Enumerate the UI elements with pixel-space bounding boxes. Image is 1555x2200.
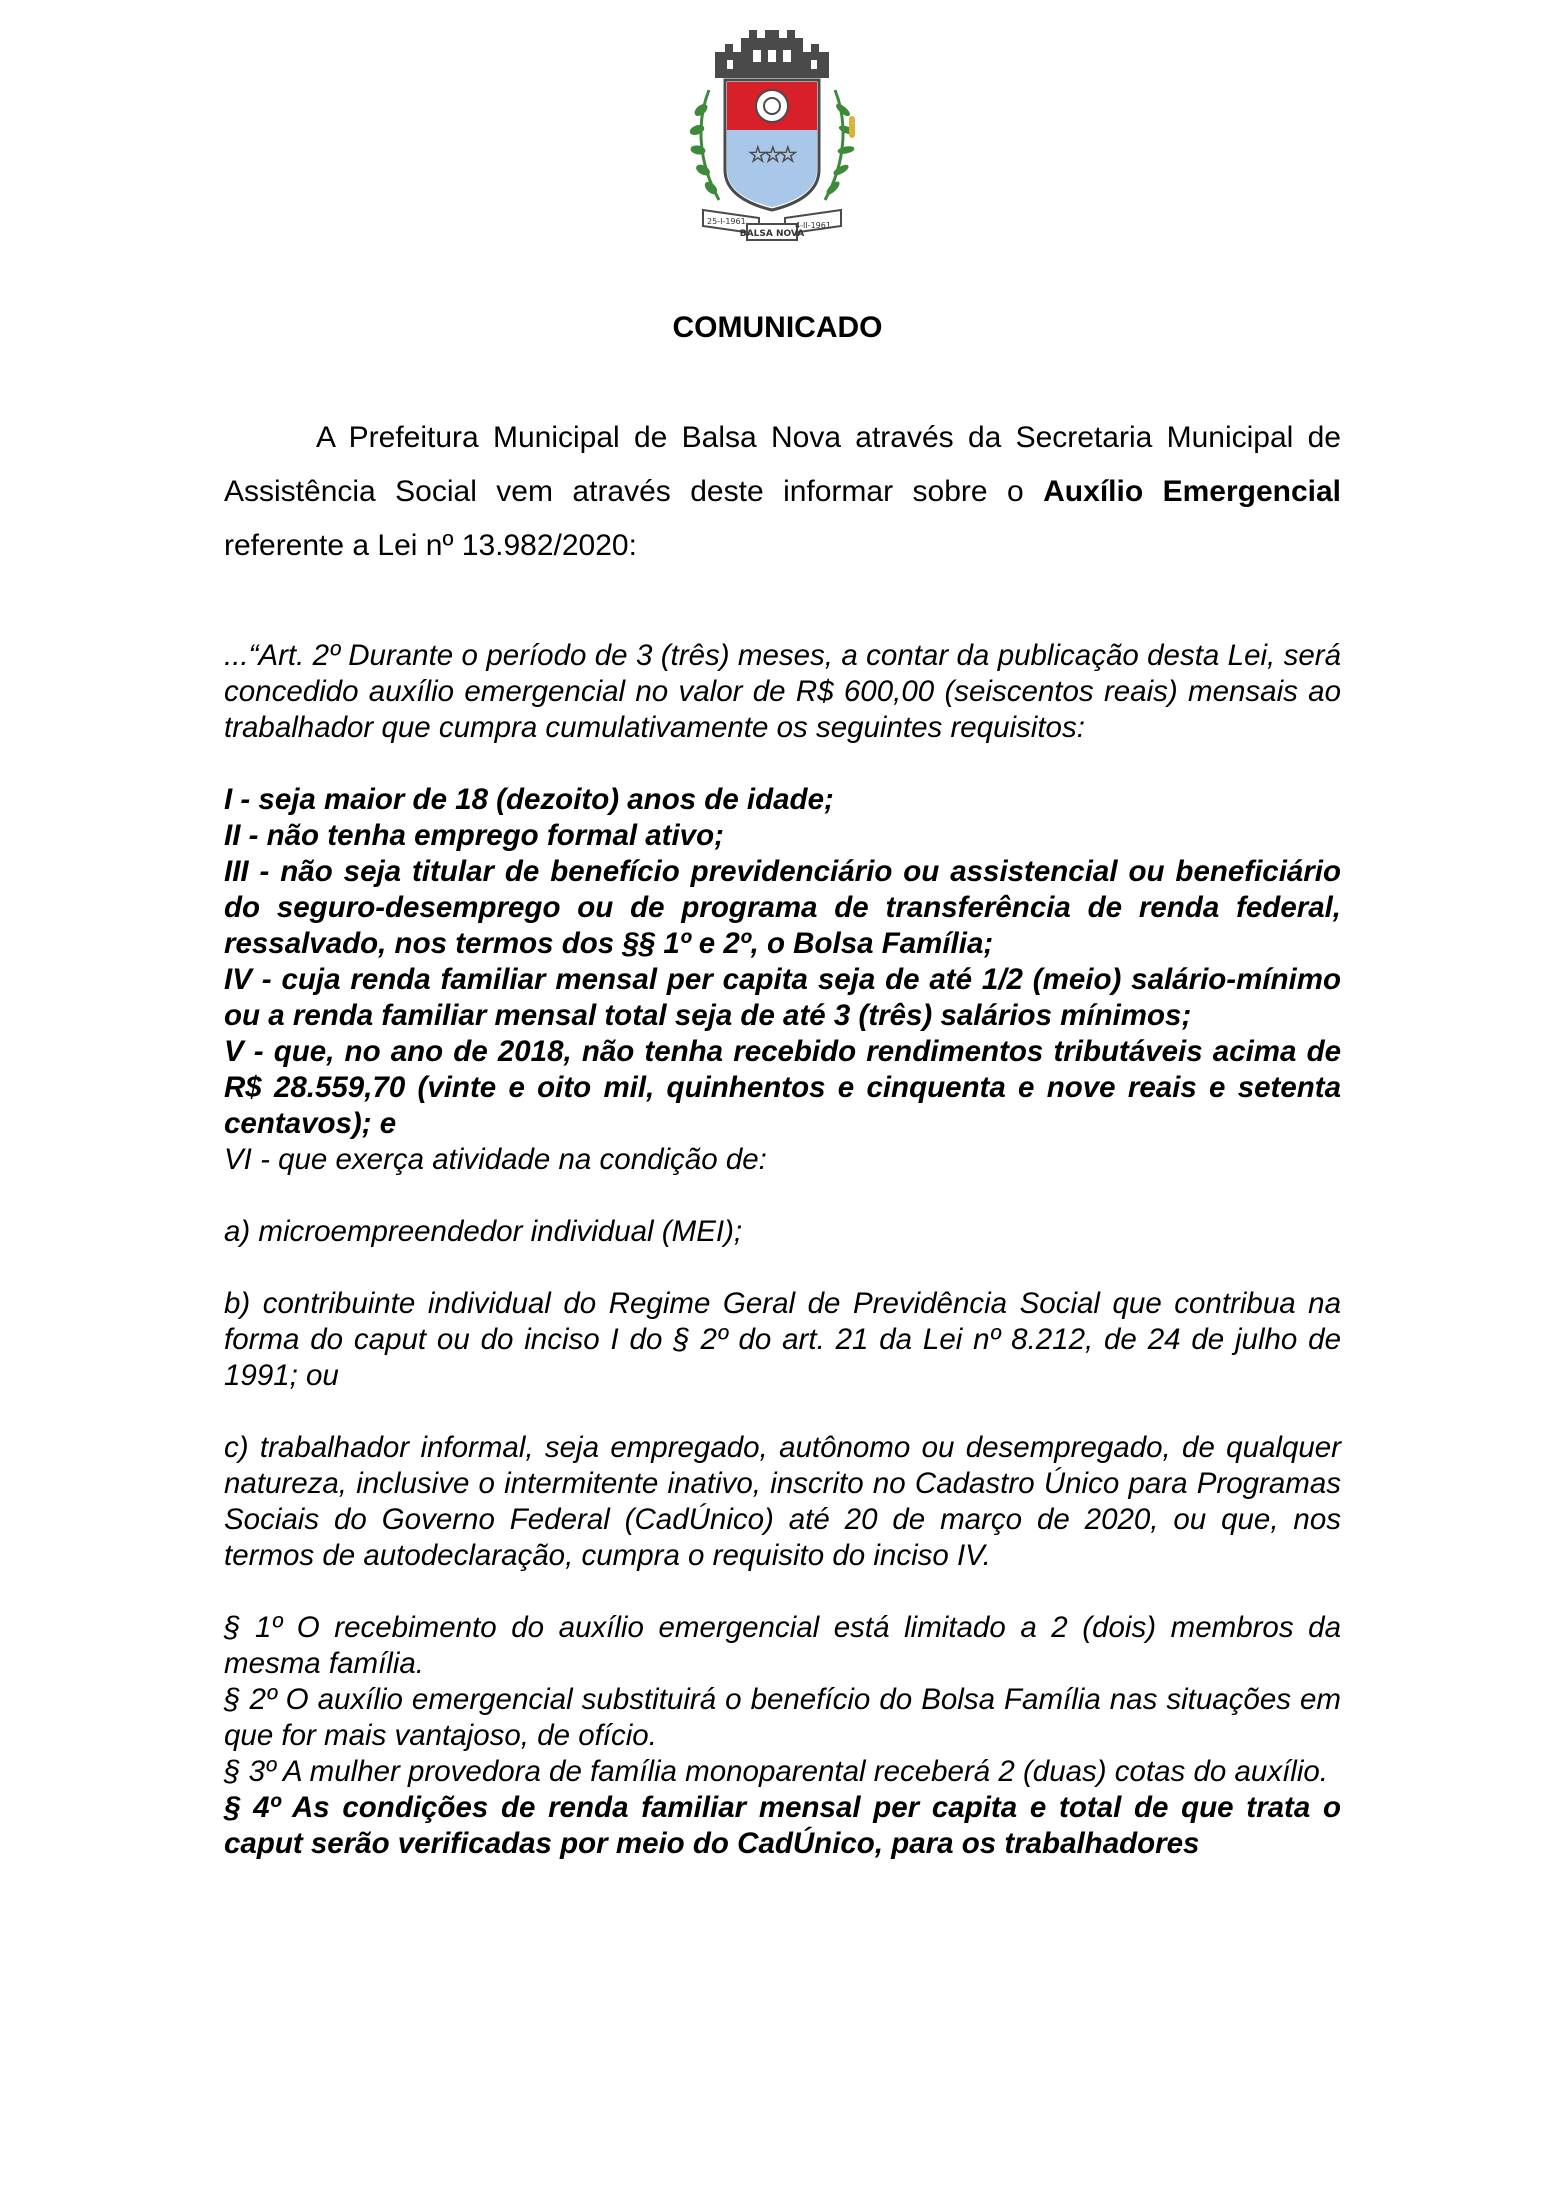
inciso-i: I - seja maior de 18 (dezoito) anos de idade;: [224, 783, 834, 816]
paragraph-3: § 3º A mulher provedora de família monoparental receberá 2 (duas) cotas do auxílio.: [224, 1755, 1328, 1788]
inciso-vi: VI - que exerça atividade na condição de:: [224, 1143, 767, 1176]
intro-text-before: A Prefeitura Municipal de Balsa Nova através da Secretaria Municipal de Assistência Social vem através deste informar sobre o: [224, 421, 1341, 508]
alinea-a: a) microempreendedor individual (MEI);: [224, 1215, 743, 1248]
corn-branch-right-icon: [825, 90, 856, 200]
crest-banner-right: 4-II-1961: [795, 221, 831, 230]
svg-text:☆: ☆: [778, 143, 798, 168]
alinea-c: c) trabalhador informal, seja empregado, autônomo ou desempregado, de qualquer natureza, inclusive o intermitente inativo, inscrito no Cadastro Único para Programas Sociais do Governo Federal (CadÚnico) até 20 de março de 2020, ou que, nos termos de autodeclaração, cumpra o requisito do inciso IV.: [224, 1431, 1341, 1572]
inciso-iii: III - não seja titular de benefício previdenciário ou assistencial ou beneficiário do seguro-desemprego ou de programa de transferência de renda federal, ressalvado, nos termos dos §§ 1º e 2º, o Bolsa Família;: [224, 855, 1341, 960]
intro-text-after: referente a Lei nº 13.982/2020:: [224, 529, 637, 562]
law-excerpt: [224, 638, 1341, 1862]
svg-text:☆: ☆: [748, 143, 768, 168]
crest-banner-name: BALSA NOVA: [739, 229, 805, 239]
crest-banner-left: 25-I-1961: [707, 217, 746, 226]
paragraph-2: § 2º O auxílio emergencial substituirá o benefício do Bolsa Família nas situações em que for mais vantajoso, de ofício.: [224, 1683, 1341, 1752]
laurel-branch-left-icon: [689, 90, 719, 200]
shield-icon: [725, 80, 819, 210]
inciso-ii: II - não tenha emprego formal ativo;: [224, 819, 724, 852]
intro-text-bold: Auxílio Emergencial: [1043, 475, 1342, 508]
alinea-b: b) contribuinte individual do Regime Geral de Previdência Social que contribua na forma do caput ou do inciso I do § 2º do art. 21 da Lei nº 8.212, de 24 de julho de 1991; ou: [224, 1287, 1341, 1392]
svg-text:☆: ☆: [763, 143, 783, 168]
paragraph-1: § 1º O recebimento do auxílio emergencial está limitado a 2 (dois) membros da mesma família.: [224, 1611, 1341, 1680]
paragraph-4: § 4º As condições de renda familiar mensal per capita e total de que trata o caput serão verificadas por meio do CadÚnico, para os trabalhadores: [224, 1791, 1341, 1860]
inciso-v: V - que, no ano de 2018, não tenha recebido rendimentos tributáveis acima de R$ 28.559,70 (vinte e oito mil, quinhentos e cinquenta e nove reais e setenta centavos); e: [224, 1035, 1341, 1140]
inciso-iv: IV - cuja renda familiar mensal per capita seja de até 1/2 (meio) salário-mínimo ou a renda familiar mensal total seja de até 3 (três) salários mínimos;: [224, 963, 1341, 1032]
page-title: COMUNICADO: [672, 311, 883, 344]
article-2-caput: ...“Art. 2º Durante o período de 3 (três) meses, a contar da publicação desta Lei, será concedido auxílio emergencial no valor de R$ 600,00 (seiscentos reais) mensais ao trabalhador que cumpra cumulativamente os seguintes requisitos:: [224, 639, 1341, 744]
mural-crown-icon: [715, 30, 829, 78]
intro-paragraph: [224, 411, 1341, 573]
municipal-coat-of-arms: [667, 20, 877, 250]
crest-banner: [703, 210, 841, 240]
